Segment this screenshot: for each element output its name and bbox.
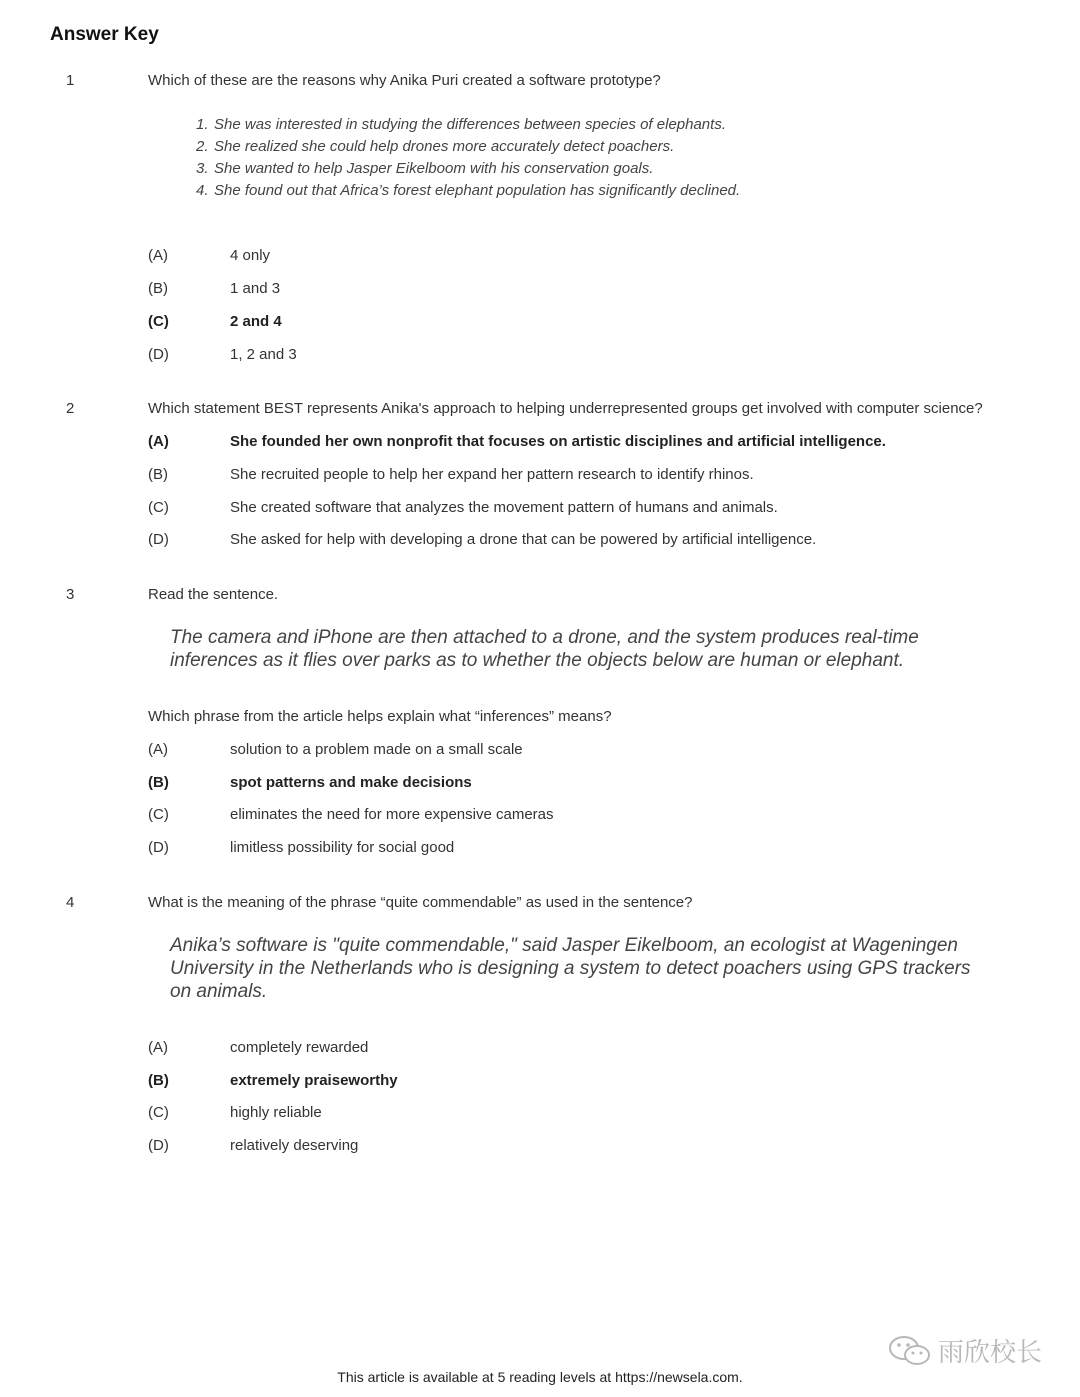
option-text: relatively deserving [230, 1137, 359, 1154]
option-text: eliminates the need for more expensive cameras [230, 806, 554, 823]
option-letter: (C) [148, 499, 169, 516]
question-number: 4 [66, 894, 75, 911]
option-letter: (A) [148, 1039, 168, 1056]
reason-list-item [196, 160, 653, 177]
option-text: solution to a problem made on a small scale [230, 741, 523, 758]
correct-option-text: She founded her own nonprofit that focuses on artistic disciplines and artificial intelligence. [230, 433, 886, 450]
option-letter: (B) [148, 466, 168, 483]
correct-option-letter: (B) [148, 1072, 169, 1089]
question-text: What is the meaning of the phrase “quite commendable” as used in the sentence? [148, 894, 693, 911]
option-letter: (A) [148, 247, 168, 264]
correct-option-text: 2 and 4 [230, 313, 282, 330]
correct-option-letter: (C) [148, 313, 169, 330]
option-letter: (B) [148, 280, 168, 297]
quote-line: University in the Netherlands who is designing a system to detect poachers using GPS trackers [170, 958, 971, 979]
option-text: 1, 2 and 3 [230, 346, 297, 363]
option-letter: (C) [148, 1104, 169, 1121]
option-text: She asked for help with developing a drone that can be powered by artificial intelligence. [230, 531, 817, 548]
reason-number: 4. [196, 182, 209, 199]
correct-option-letter: (A) [148, 433, 169, 450]
reason-number: 3. [196, 160, 209, 177]
option-letter: (D) [148, 531, 169, 548]
option-text: She recruited people to help her expand her pattern research to identify rhinos. [230, 466, 754, 483]
question-text: Read the sentence. [148, 586, 279, 603]
quote-line: inferences as it flies over parks as to whether the objects below are human or elephant. [170, 650, 905, 671]
question-text: Which statement BEST represents Anika's approach to helping underrepresented groups get involved with computer science? [148, 400, 983, 417]
option-text: limitless possibility for social good [230, 839, 455, 856]
correct-option-text: extremely praiseworthy [230, 1072, 398, 1089]
option-letter: (D) [148, 839, 169, 856]
reason-text: She found out that Africa’s forest elephant population has significantly declined. [214, 182, 741, 199]
question-number: 3 [66, 586, 75, 603]
reason-number: 1. [196, 116, 209, 133]
reason-list-item [196, 116, 726, 133]
option-text: 4 only [230, 247, 271, 264]
wechat-icon [888, 1335, 932, 1367]
quote-line: The camera and iPhone are then attached to a drone, and the system produces real-time [170, 627, 919, 648]
option-letter: (A) [148, 741, 168, 758]
correct-option-letter: (B) [148, 774, 169, 791]
page-title: Answer Key [50, 24, 159, 45]
question-prompt: Which phrase from the article helps explain what “inferences” means? [148, 708, 612, 725]
option-text: completely rewarded [230, 1039, 369, 1056]
quote-line: Anika’s software is "quite commendable," said Jasper Eikelboom, an ecologist at Wageningen [170, 935, 958, 956]
reason-text: She realized she could help drones more accurately detect poachers. [214, 138, 675, 155]
option-text: highly reliable [230, 1104, 322, 1121]
reason-text: She was interested in studying the differences between species of elephants. [214, 116, 726, 133]
option-letter: (D) [148, 346, 169, 363]
reason-list-item [196, 182, 740, 199]
watermark [888, 1332, 1042, 1369]
option-text: 1 and 3 [230, 280, 281, 297]
reason-text: She wanted to help Jasper Eikelboom with his conservation goals. [214, 160, 654, 177]
reason-number: 2. [196, 138, 209, 155]
footer-text: This article is available at 5 reading levels at https://newsela.com. [337, 1369, 743, 1385]
quote-line: on animals. [170, 981, 268, 1002]
question-number: 1 [66, 72, 75, 89]
option-letter: (D) [148, 1137, 169, 1154]
correct-option-text: spot patterns and make decisions [230, 774, 472, 791]
watermark-text: 雨欣校长 [938, 1337, 1043, 1367]
option-letter: (C) [148, 806, 169, 823]
question-text: Which of these are the reasons why Anika Puri created a software prototype? [148, 72, 661, 89]
question-number: 2 [66, 400, 75, 417]
option-text: She created software that analyzes the movement pattern of humans and animals. [230, 499, 778, 516]
reason-list-item [196, 138, 674, 155]
